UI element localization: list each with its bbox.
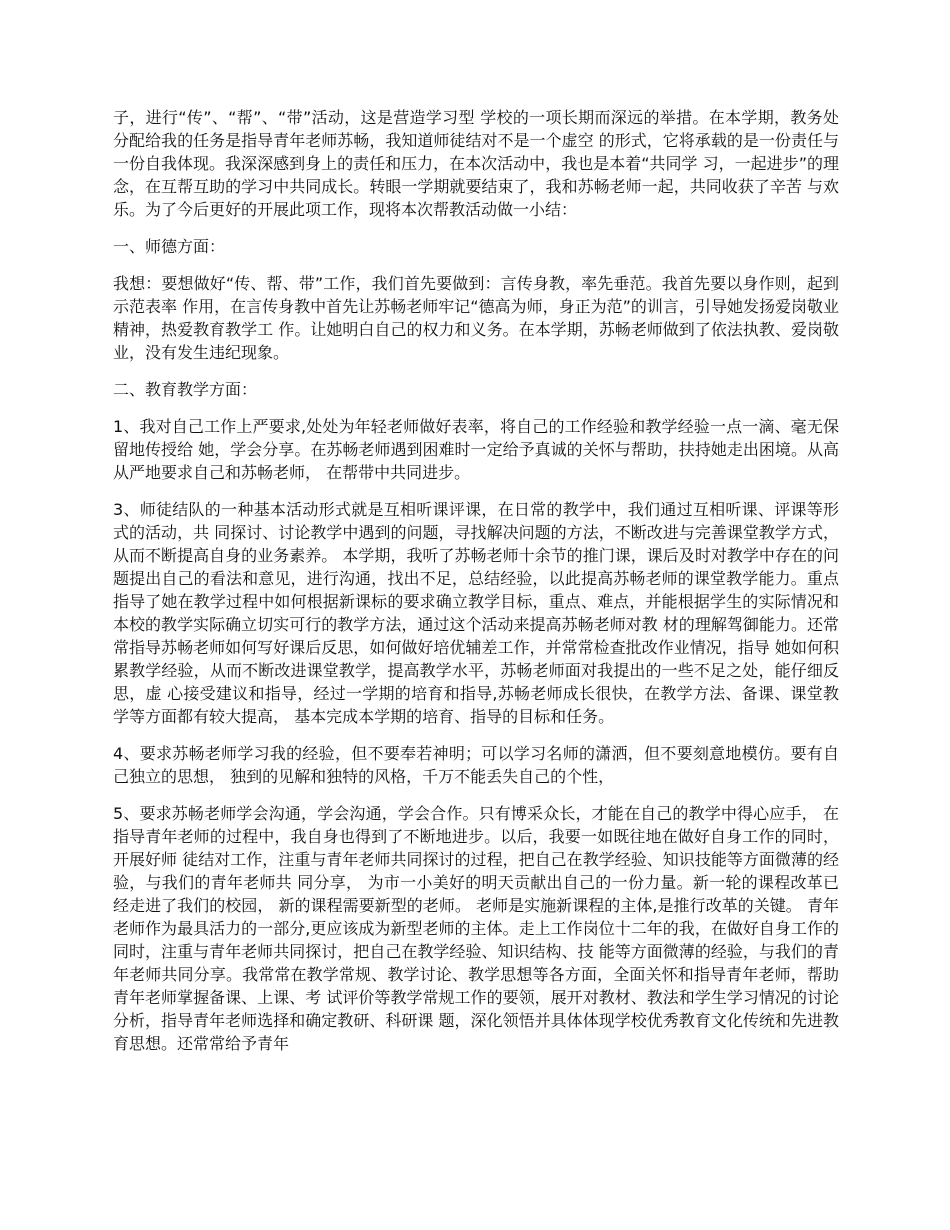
intro-paragraph: 子，进行“传”、“帮”、“带”活动，这是营造学习型 学校的一项长期而深远的举措。在本学期，教务处分配给我的任务是指导青年老师苏畅，我知道师徒结对不是一个虚空 的形式，它将承载的是一份责任与一份自我体现。我深深感到身上的责任和压力，在本次活动中，我也是本着“共同学 习，一起进步”的理念，在互帮互助的学习中共同成长。转眼一学期就要结束了，我和苏畅老师一起，共同收获了辛苦 与欢乐。为了今后更好的开展此项工作，现将本次帮教活动做一小结： [113, 108, 839, 219]
teaching-item-1: 1、我对自己工作上严要求,处处为年轻老师做好表率，将自己的工作经验和教学经验一点一滴、毫无保留地传授给 她，学会分享。在苏畅老师遇到困难时一定给予真诚的关怀与帮助，扶持她走出困境。从高从严地要求自己和苏畅老师， 在帮带中共同进步。 [113, 417, 839, 482]
teaching-item-4: 4、要求苏畅老师学习我的经验，但不要奉若神明；可以学习名师的潇洒，但不要刻意地模仿。要有自己独立的思想， 独到的见解和独特的风格，千万不能丢失自己的个性， [113, 744, 839, 786]
teaching-item-3: 3、师徒结队的一种基本活动形式就是互相听课评课，在日常的教学中，我们通过互相听课、评课等形式的活动，共 同探讨、讨论教学中遇到的问题，寻找解决问题的方法，不断改进与完善课堂教学方式，从而不断提高自身的业务素养。 本学期，我听了苏畅老师十余节的推门课，课后及时对教学中存在的问题提出自己的看法和意见，进行沟通，找出不足，总结经验，以此提高苏畅老师的课堂教学能力。重点指导了她在教学过程中如何根据新课标的要求确立教学目标，重点、难点，并能根据学生的实际情况和本校的教学实际确立切实可行的教学方法，通过这个活动来提高苏畅老师对教 材的理解驾御能力。还常常指导苏畅老师如何写好课后反思，如何做好培优辅差工作，并常常检查批改作业情况，指导 她如何积累教学经验，从而不断改进课堂教学，提高教学水平，苏畅老师面对我提出的一些不足之处，能仔细反思，虚 心接受建议和指导，经过一学期的培育和指导,苏畅老师成长很快，在教学方法、备课、课堂教学等方面都有较大提高， 基本完成本学期的培育、指导的目标和任务。 [113, 500, 839, 726]
ethics-paragraph: 我想：要想做好“传、帮、带”工作，我们首先要做到：言传身教，率先垂范。我首先要以身作则，起到示范表率 作用，在言传身教中首先让苏畅老师牢记“德高为师，身正为范”的训言，引导她发扬爱岗敬业精神，热爱教育教学工 作。让她明白自己的权力和义务。在本学期，苏畅老师做到了依法执教、爱岗敬业，没有发生违纪现象。 [113, 274, 839, 362]
section-heading-teaching: 二、教育教学方面： [113, 380, 258, 399]
section-heading-ethics: 一、师德方面： [113, 237, 226, 256]
teaching-item-5: 5、要求苏畅老师学会沟通，学会沟通，学会合作。只有博采众长，才能在自己的教学中得心应手， 在指导青年老师的过程中，我自身也得到了不断地进步。以后，我要一如既往地在做好自身工作的同时，开展好师 徒结对工作，注重与青年老师共同探讨的过程，把自己在教学经验、知识技能等方面微薄的经验，与我们的青年老师共 同分享， 为市一小美好的明天贡献出自己的一份力量。新一轮的课程改革已经走进了我们的校园， 新的课程需要新型的老师。 老师是实施新课程的主体,是推行改革的关键。 青年老师作为最具活力的一部分,更应该成为新型老师的主体。走上工作岗位十二年的我，在做好自身工作的同时，注重与青年老师共同探讨，把自己在教学经验、知识结构、技 能等方面微薄的经验，与我们的青年老师共同分享。我常常在教学常规、教学讨论、教学思想等各方面，全面关怀和指导青年老师，帮助青年老师掌握备课、上课、考 试评价等教学常规工作的要领，展开对教材、教法和学生学习情况的讨论分析，指导青年老师选择和确定教研、科研课 题，深化领悟并具体体现学校优秀教育文化传统和先进教育思想。还常常给予青年 [113, 804, 839, 1053]
document-page [113, 106, 839, 1069]
